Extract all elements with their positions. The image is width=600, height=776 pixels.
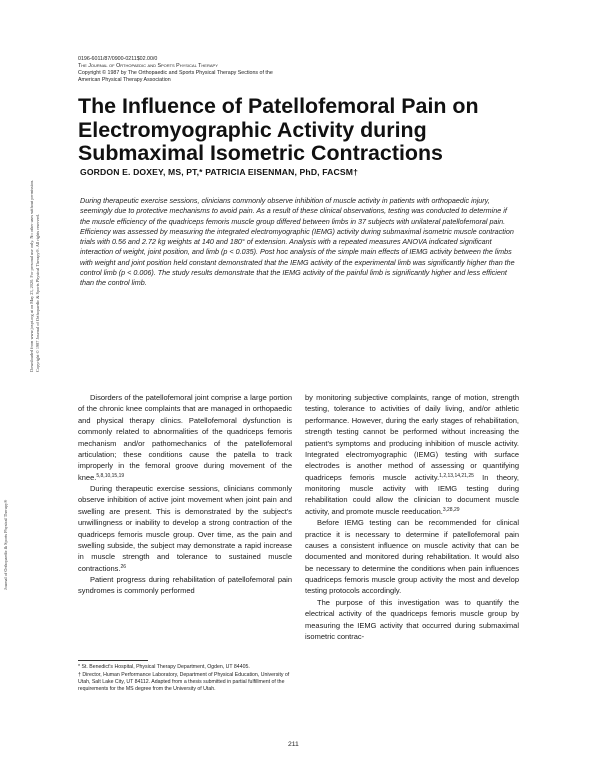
sidebar-copyright-line: Copyright © 1987 Journal of Orthopaedic & Sports Physical Therapy®. All rights reserved. (35, 214, 40, 372)
citation-ref: 26 (120, 563, 127, 570)
article-header (78, 56, 378, 84)
sidebar-journal-line: Journal of Orthopaedic & Sports Physical Therapy® (3, 499, 8, 590)
article-authors: GORDON E. DOXEY, MS, PT,* PATRICIA EISENMAN, PhD, FACSM† (80, 167, 359, 177)
association-line: American Physical Therapy Association (78, 77, 171, 83)
copyright-line: Copyright © 1987 by The Orthopaedic and Sports Physical Therapy Sections of the (78, 70, 273, 76)
body-paragraph: Disorders of the patellofemoral joint comprise a large portion of the chronic knee complaints that are managed in orthopaedic and physical therapy clinics. Patellofemoral dysfunction is commonly related to abnormalities of the quadriceps femoris mechanism and/or pathomechanics of the patellofemoral articulation; these conditions cause the patella to track improperly in the femoral groove during movement of the knee.$^{5,8,10,15,19}$ (78, 393, 292, 482)
body-column-left (78, 392, 292, 597)
body-paragraph: The purpose of this investigation was to quantify the electrical activity of the quadriceps femoris muscle group by measuring the IEMG activity that occurred during submaximal isometric contrac- (305, 597, 519, 641)
citation-ref: 3,28,29 (442, 506, 460, 513)
footnotes (78, 664, 294, 694)
body-paragraph: During therapeutic exercise sessions, clinicians commonly observe inhibition of active joint movement when joint pain and swelling are present. This is demonstrated by the subject's unwillingness or inability to develop a strong contraction of the quadriceps femoris muscle group. Over time, as the pain and swelling subside, the subject may demonstrate a rapid increase in muscle strength and tolerance to sustained muscle contractions.$^{26}$ (78, 484, 292, 573)
article-title: The Influence of Patellofemoral Pain on Electromyographic Activity during Submaximal Isometric Contractions (78, 94, 479, 165)
citation-ref: 1,2,13,14,21,25 (439, 472, 474, 479)
citation-ref: 5,8,10,15,19 (96, 472, 125, 479)
abstract: During therapeutic exercise sessions, clinicians commonly observe inhibition of muscle activity in patients with orthopaedic injury, seemingly due to protective mechanisms to avoid pain. As a result of these clinical observations, testing was conducted to determine if the muscle efficiency of the quadriceps femoris muscle group differed between limbs in 37 subjects with unilateral patellofemoral pain. Efficiency was assessed by measuring the integrated electromyographic (IEMG) activity during submaximal isometric muscle contraction trials with 0.56 and 2.72 kg weights at 140 and 180° of extension. Analysis with a repeated measures ANOVA indicated significant interaction of weight, joint position, and limb (p < 0.035). Post hoc analysis of the simple main effects of IEMG activity between the limbs with weight and joint position held constant demonstrated that the IEMG activity of the experimental limb was significantly higher than the control limb (p < 0.006). The study results demonstrate that the IEMG activity of the painful limb is significantly higher and less efficient than the control limb. (80, 196, 515, 288)
sidebar-journal-note (3, 499, 43, 595)
footnote-first-author: * St. Benedict's Hospital, Physical Therapy Department, Ogden, UT 84405. (78, 664, 250, 670)
footnote-divider (78, 660, 148, 661)
body-paragraph: Patient progress during rehabilitation of patellofemoral pain syndromes is commonly performed (78, 575, 292, 596)
body-paragraph: Before IEMG testing can be recommended for clinical practice it is necessary to determine if patellofemoral pain causes a consistent influence on muscle activity that can be documented and monitored during rehabilitation. It would also be necessary to determine the conditions when pain influences quadriceps femoris muscle group activity the most and develop testing protocols accordingly. (305, 518, 519, 596)
sidebar-download-line: Downloaded from www.jospt.org at on May 23, 2020. For personal use only. No other uses without permission. (29, 179, 34, 372)
page-number: 211 (288, 741, 299, 748)
footnote-second-author: † Director, Human Performance Laboratory, Department of Physical Education, University of Utah, Salt Lake City, UT 84112. Adapted from a thesis submitted in partial fulfillment of the requirements for the MS degree from the University of Utah. (78, 671, 290, 692)
body-paragraph: by monitoring subjective complaints, range of motion, strength testing, tolerance to activities of daily living, and/or athletic performance. However, during the early stages of rehabilitation, strength testing cannot be performed without increasing the patient's symptoms and producing inhibition of muscle activity. Integrated electromyographic (IEMG) testing with surface electrodes is another method of assessing or quantifying quadriceps femoris muscle activity.$^{1,2,13,14,21,25}$ In theory, monitoring muscle activity with IEMG testing during rehabilitation could allow the clinician to document muscle activity, and promote muscle reeducation.$^{3,28,29}$ (305, 393, 519, 516)
journal-name: The Journal of Orthopaedic and Sports Physical Therapy (78, 63, 218, 69)
article-code: 0196-6011/87/0900-0211$02.00/0 (78, 56, 158, 62)
body-column-right (305, 392, 519, 642)
